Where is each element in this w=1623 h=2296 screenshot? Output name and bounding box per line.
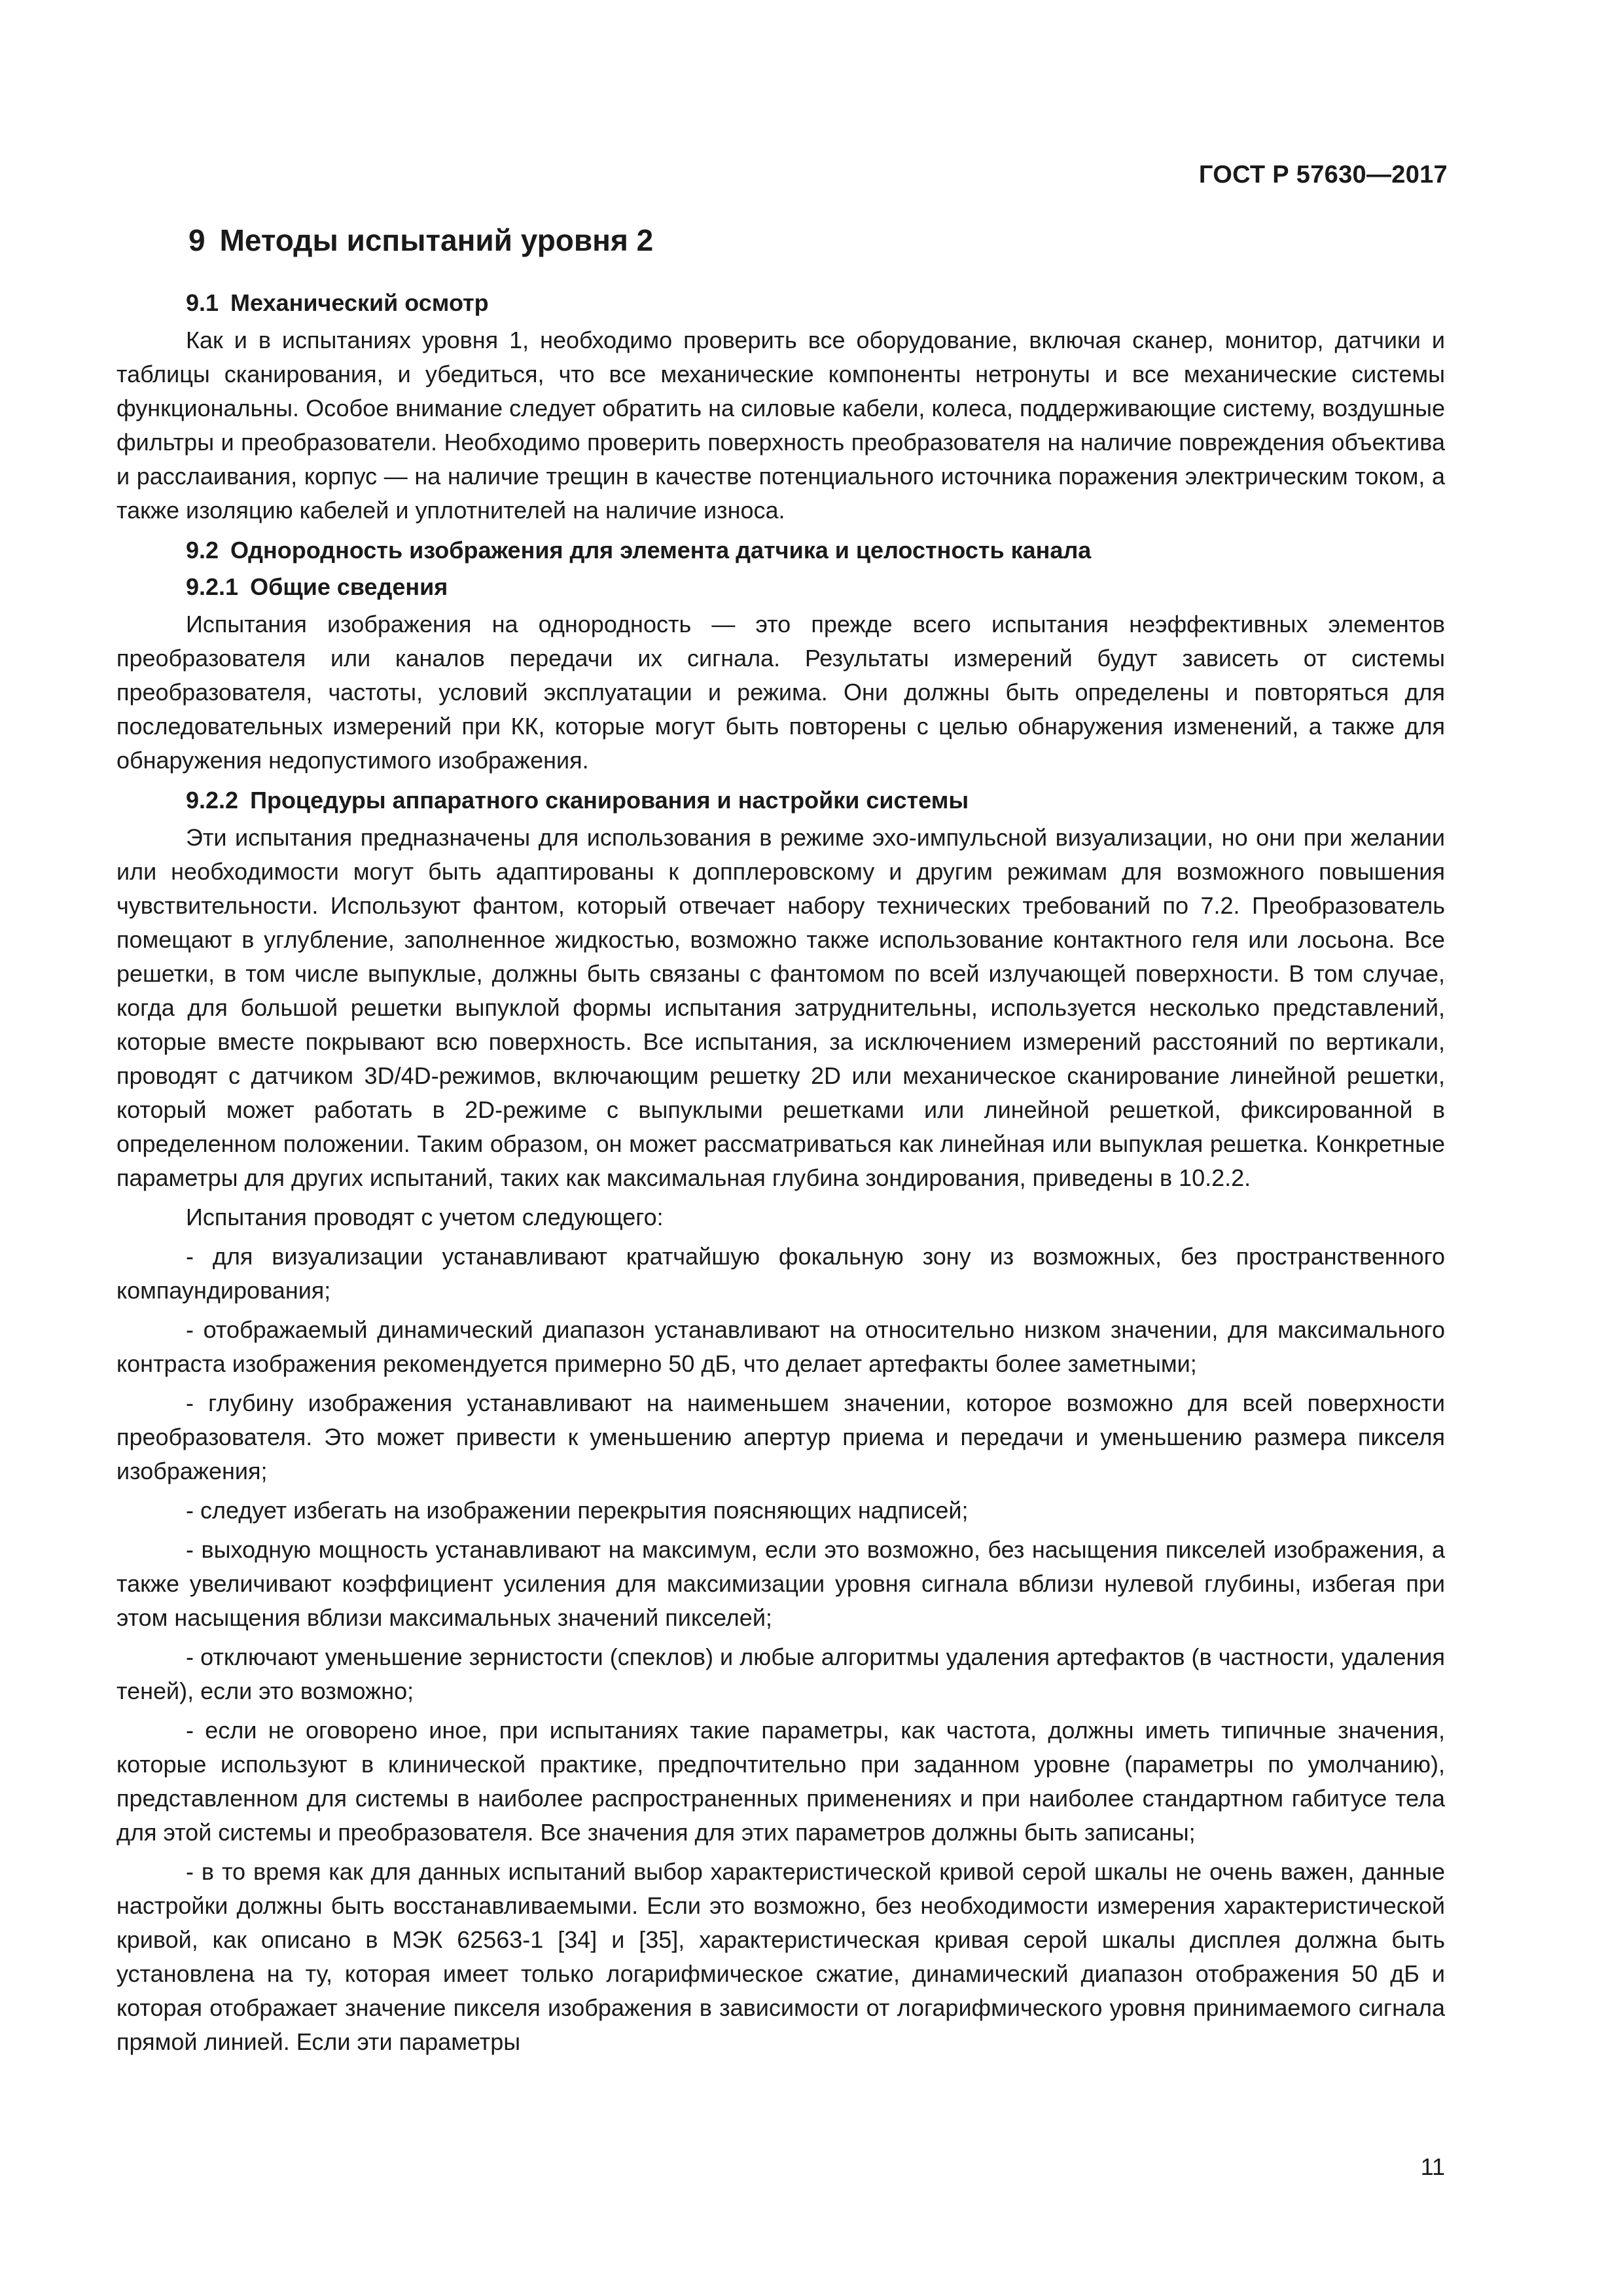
- list-item: - в то время как для данных испытаний выбор характеристической кривой серой шкалы не очень важен, данные настройки должны быть восстанавливаемыми. Если это возможно, без необходимости измерения характеристической кривой, как описано в МЭК 62563-1 [34] и [35], характеристическая кривая серой шкалы дисплея должна быть установлена на ту, которая имеет только логарифмическое сжатие, динамический диапазон отображения 50 дБ и которая отображает значение пикселя изображения в зависимости от логарифмического уровня принимаемого сигнала прямой линией. Если эти параметры: [116, 1858, 1445, 2055]
- list-item: - если не оговорено иное, при испытаниях такие параметры, как частота, должны иметь типичные значения, которые используют в клинической практике, предпочтительно при заданном уровне (параметры по умолчанию), представленном для системы в наиболее распространенных применениях и при наиболее стандартном габитусе тела для этой системы и преобразователя. Все значения для этих параметров должны быть записаны;: [116, 1717, 1445, 1846]
- subsection-heading: [186, 287, 1445, 319]
- list-item: - выходную мощность устанавливают на максимум, если это возможно, без насыщения пикселей изображения, а также увеличивают коэффициент усиления для максимизации уровня сигнала вблизи нулевой глубины, избегая при этом насыщения вблизи максимальных значений пикселей;: [116, 1536, 1445, 1631]
- subsection-title: Процедуры аппаратного сканирования и настройки системы: [250, 787, 969, 814]
- paragraph: Эти испытания предназначены для использования в режиме эхо-импульсной визуализации, но они при желании или необходимости могут быть адаптированы к допплеровскому и другим режимам для возможного повышения чувствительности. Используют фантом, который отвечает набору технических требований по 7.2. Преобразователь помещают в углубление, заполненное жидкостью, возможно также использование контактного геля или лосьона. Все решетки, в том числе выпуклые, должны быть связаны с фантомом по всей излучающей поверхности. В том случае, когда для большой решетки выпуклой формы испытания затруднительны, используется несколько представлений, которые вместе покрывают всю поверхность. Все испытания, за исключением измерений расстояний по вертикали, проводят с датчиком 3D/4D-режимов, включающим решетку 2D или механическое сканирование линейной решетки, который может работать в 2D-режиме с выпуклыми решетками или линейной решеткой, фиксированной в определенном положении. Таким образом, он может рассматриваться как линейная или выпуклая решетка. Конкретные параметры для других испытаний, таких как максимальная глубина зондирования, приведены в 10.2.2.: [116, 824, 1445, 1191]
- subsection-heading: [186, 534, 1445, 567]
- list-item: - отключают уменьшение зернистости (спеклов) и любые алгоритмы удаления артефактов (в частности, удаления теней), если это возможно;: [116, 1643, 1445, 1704]
- list-item: - для визуализации устанавливают кратчайшую фокальную зону из возможных, без пространственного компаундирования;: [116, 1243, 1445, 1304]
- subsection-title: Общие сведения: [250, 573, 448, 600]
- subsection-title: Механический осмотр: [230, 289, 489, 316]
- document-code: ГОСТ Р 57630—2017: [1198, 161, 1448, 188]
- list-item: - отображаемый динамический диапазон устанавливают на относительно низком значении, для максимального контраста изображения рекомендуется примерно 50 дБ, что делает артефакты более заметными;: [116, 1316, 1445, 1377]
- subsection-heading: [186, 571, 1445, 603]
- list-item: - глубину изображения устанавливают на наименьшем значении, которое возможно для всей поверхности преобразователя. Это может привести к уменьшению апертур приема и передачи и уменьшению размера пикселя изображения;: [116, 1390, 1445, 1484]
- list-item: - следует избегать на изображении перекрытия поясняющих надписей;: [186, 1497, 969, 1524]
- subsection-number: 9.1: [186, 289, 219, 316]
- section-heading: [188, 223, 1445, 258]
- subsection-number: 9.2.2: [186, 787, 239, 814]
- subsection-title: Однородность изображения для элемента датчика и целостность канала: [230, 537, 1092, 564]
- subsection-number: 9.2: [186, 537, 219, 564]
- section-title: Методы испытаний уровня 2: [219, 223, 654, 257]
- document-body: [116, 223, 1445, 2064]
- page-number: 11: [1420, 2153, 1445, 2180]
- subsection-number: 9.2.1: [186, 573, 239, 600]
- subsection-heading: [186, 784, 1445, 817]
- paragraph: Как и в испытаниях уровня 1, необходимо проверить все оборудование, включая сканер, монитор, датчики и таблицы сканирования, и убедиться, что все механические компоненты нетронуты и все механические системы функциональны. Особое внимание следует обратить на силовые кабели, колеса, поддерживающие систему, воздушные фильтры и преобразователи. Необходимо проверить поверхность преобразователя на наличие повреждения объектива и расслаивания, корпус — на наличие трещин в качестве потенциального источника поражения электрическим током, а также изоляцию кабелей и уплотнителей на наличие износа.: [116, 327, 1445, 524]
- paragraph: Испытания изображения на однородность — это прежде всего испытания неэффективных элементов преобразователя или каналов передачи их сигнала. Результаты измерений будут зависеть от системы преобразователя, частоты, условий эксплуатации и режима. Они должны быть определены и повторяться для последовательных измерений при КК, которые могут быть повторены с целью обнаружения изменений, а также для обнаружения недопустимого изображения.: [116, 611, 1445, 774]
- list-intro: Испытания проводят с учетом следующего:: [186, 1204, 664, 1230]
- section-number: 9: [188, 223, 205, 257]
